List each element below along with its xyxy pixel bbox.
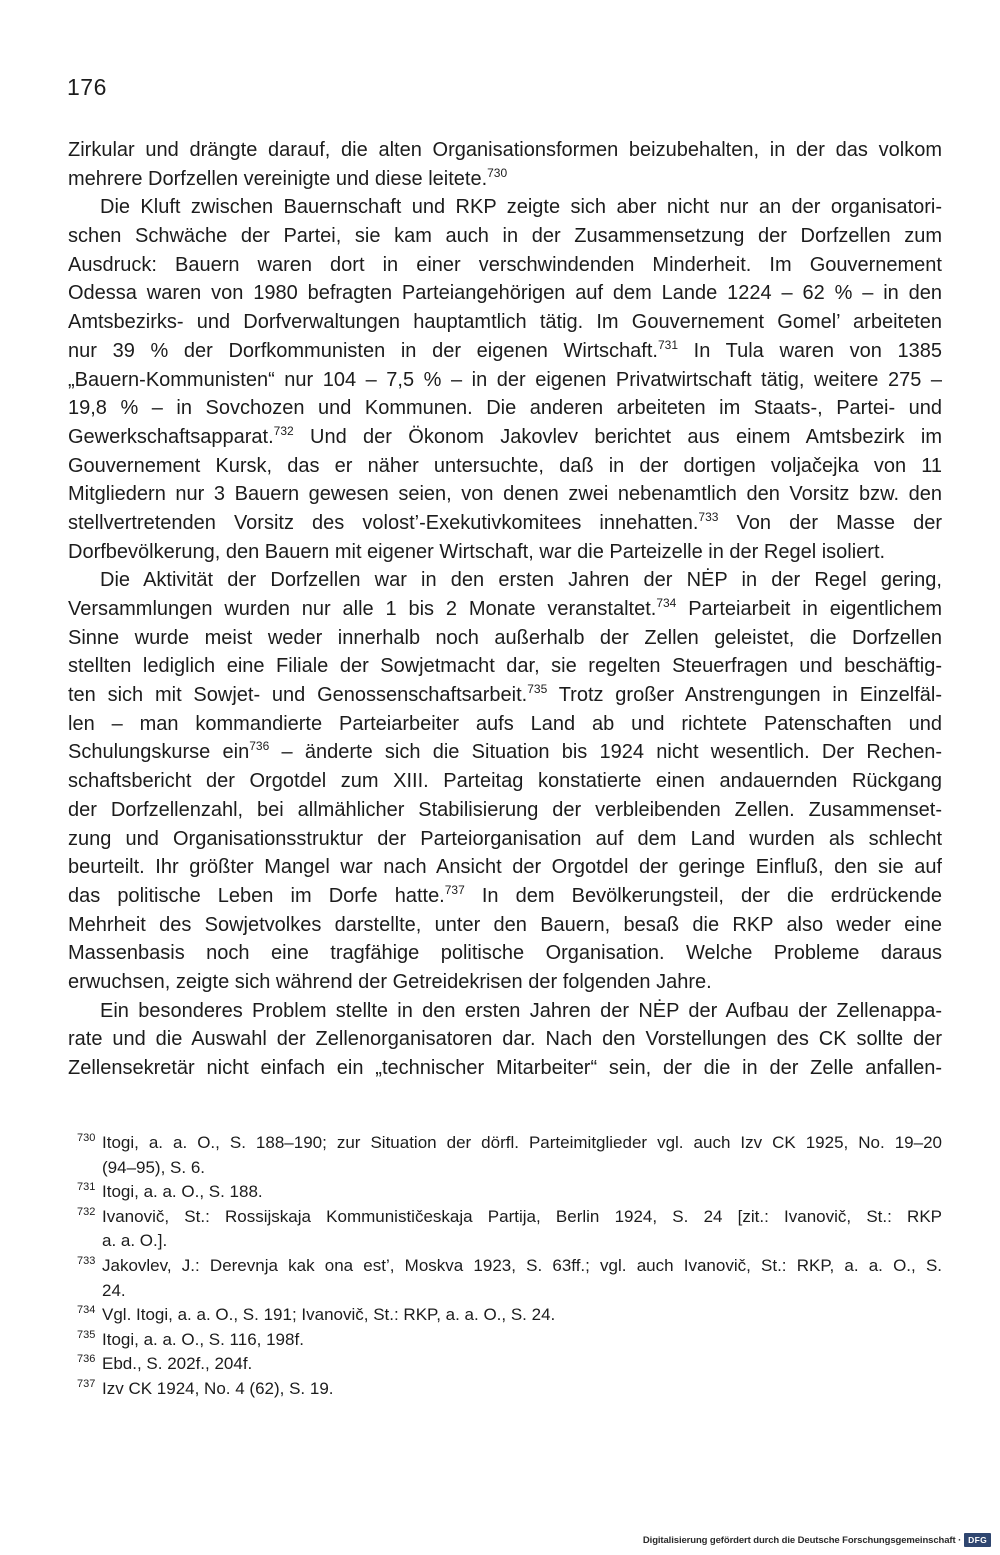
line-text: Und der Ökonom Jakovlev berichtet aus einem Amtsbezirk im: [293, 425, 942, 448]
line-text: 19,8 % – in Sovchozen und Kommunen. Die anderen arbeiteten im Staats-, Partei- und: [68, 397, 942, 420]
line-text: Dorfbevölkerung, den Bauern mit eigener Wirtschaft, war die Parteizelle in der Regel isoliert.: [68, 540, 886, 563]
body-line: [68, 796, 942, 825]
footnote-reference: 735: [527, 682, 548, 697]
body-line: [68, 308, 942, 337]
body-line: [68, 509, 942, 538]
footnote: [77, 1328, 942, 1353]
digitization-footer: [560, 1532, 991, 1548]
body-line: [68, 652, 942, 681]
line-text: Trotz großer Anstrengungen in Einzelfäl-: [547, 684, 942, 707]
body-line: [68, 710, 942, 739]
line-text: Gouvernement Kursk, das er näher untersuchte, daß in der dortigen voljačejka von 11: [68, 454, 942, 477]
line-text: Massenbasis noch eine tragfähige politische Organisation. Welche Probleme daraus: [68, 942, 942, 965]
paragraph: [68, 136, 942, 193]
body-line: [68, 279, 942, 308]
body-line: [68, 1025, 942, 1054]
line-text: der Dorfzellenzahl, bei allmählicher Stabilisierung der verbleibenden Zellen. Zusammenset-: [68, 798, 942, 821]
line-text: erwuchsen, zeigte sich während der Getreidekrisen der folgenden Jahre.: [68, 970, 712, 993]
footnote-line: Ebd., S. 202f., 204f.: [102, 1354, 253, 1374]
footnote-number: 733: [77, 1254, 96, 1267]
body-text: [68, 136, 942, 1083]
line-text: Mitgliedern nur 3 Bauern gewesen seien, von denen zwei nebenamtlich den Vorsitz bzw. den: [68, 483, 942, 506]
body-line: [68, 853, 942, 882]
footnote: [77, 1303, 942, 1328]
footnote-reference: 733: [698, 509, 719, 524]
line-text: Die Kluft zwischen Bauernschaft und RKP zeigte sich aber nicht nur an der organisatori-: [100, 196, 942, 219]
body-line: [68, 165, 942, 194]
line-text: Parteiarbeit in eigentlichem: [676, 598, 942, 620]
paragraph: [68, 193, 942, 566]
line-text: In dem Bevölkerungsteil, der die erdrückende: [464, 884, 942, 907]
line-text: zung und Organisationsstruktur der Parteiorganisation auf dem Land wurden als schlecht: [68, 827, 942, 850]
footer-credit: Digitalisierung gefördert durch die Deutsche Forschungsgemeinschaft ·: [642, 1534, 962, 1546]
line-text: stellten lediglich eine Filiale der Sowjetmacht dar, sie regelten Steuerfragen und beschäftig-: [68, 655, 942, 678]
footnote: [77, 1180, 942, 1205]
footnote-reference: 737: [444, 882, 465, 897]
line-text: schaftsbericht der Orgotdel zum XIII. Parteitag konstatierte einen andauernden Rückgang: [68, 770, 942, 793]
body-line: [68, 480, 942, 509]
footnote-number: 736: [77, 1353, 96, 1366]
body-line: [68, 136, 942, 165]
line-text: – änderte sich die Situation bis 1924 nicht wesentlich. Der Rechen-: [269, 741, 942, 764]
footnote-line: a. a. O.].: [102, 1231, 168, 1251]
line-text: Versammlungen wurden nur alle 1 bis 2 Monate veranstaltet.: [68, 598, 657, 620]
body-line: [68, 911, 942, 940]
line-text: schen Schwäche der Partei, sie kam auch in der Zusammensetzung der Dorfzellen zum: [68, 225, 942, 248]
line-text: Ein besonderes Problem stellte in den ersten Jahren der NĖP der Aufbau der Zellenappa-: [100, 999, 942, 1022]
footnotes: [77, 1131, 942, 1402]
footnote-number: 732: [77, 1205, 96, 1218]
footnote: [77, 1254, 942, 1303]
line-text: stellvertretenden Vorsitz des volost’-Exekutivkomitees innehatten.: [68, 511, 699, 534]
line-text: Amtsbezirks- und Dorfverwaltungen hauptamtlich tätig. Im Gouvernement Gomel’ arbeiteten: [68, 311, 942, 334]
line-text: Gewerkschaftsapparat.: [68, 425, 274, 448]
line-text: len – man kommandierte Parteiarbeiter aufs Land ab und richtete Patenschaften und: [68, 712, 942, 735]
body-line: [68, 882, 942, 911]
body-line: [68, 452, 942, 481]
body-line: [68, 997, 942, 1026]
line-text: das politische Leben im Dorfe hatte.: [68, 884, 445, 907]
body-line: [68, 366, 942, 395]
body-line: [68, 624, 942, 653]
body-line: [68, 968, 942, 997]
body-line: [68, 825, 942, 854]
footnote: [77, 1352, 942, 1377]
paragraph: [68, 997, 942, 1083]
body-line: [68, 193, 942, 222]
footnote-line: Ivanovič, St.: Rossijskaja Kommunističeskaja Partija, Berlin 1924, S. 24 [zit.: Ivanovič, St.: RKP: [102, 1206, 942, 1226]
line-text: Von der Masse der: [718, 511, 942, 534]
body-line: [68, 423, 942, 452]
body-line: [68, 566, 942, 595]
line-text: Sinne wurde meist weder innerhalb noch außerhalb der Zellen geleistet, die Dorfzellen: [68, 626, 942, 649]
line-text: Zirkular und drängte darauf, die alten Organisationsformen beizubehalten, in der das volkom: [68, 139, 942, 161]
footnote-number: 734: [77, 1304, 96, 1317]
body-line: [68, 595, 942, 624]
line-text: Mehrheit des Sowjetvolkes darstellte, unter den Bauern, besaß die RKP also weder eine: [68, 913, 942, 936]
footnote-number: 730: [77, 1132, 96, 1144]
body-line: [68, 939, 942, 968]
footnote-line: Itogi, a. a. O., S. 188–190; zur Situation der dörfl. Parteimitglieder vgl. auch Izv CK 1925, No. 19–20: [102, 1133, 942, 1152]
paragraph: [68, 566, 942, 996]
body-line: [68, 767, 942, 796]
line-text: ten sich mit Sowjet- und Genossenschaftsarbeit.: [68, 684, 528, 707]
footnote-reference: 732: [273, 423, 294, 438]
footnote-reference: 736: [249, 739, 270, 754]
footnote-line: Jakovlev, J.: Derevnja kak ona est’, Moskva 1923, S. 63ff.; vgl. auch Ivanovič, St.: RKP, a. a. O., S.: [102, 1255, 942, 1275]
footnote-line: (94–95), S. 6.: [102, 1157, 206, 1177]
footnote-line: Vgl. Itogi, a. a. O., S. 191; Ivanovič, St.: RKP, a. a. O., S. 24.: [102, 1305, 556, 1325]
line-text: Die Aktivität der Dorfzellen war in den ersten Jahren der NĖP in der Regel gering,: [100, 569, 942, 592]
footnote-line: 24.: [102, 1280, 126, 1300]
body-line: [68, 681, 942, 710]
line-text: In Tula waren von 1385: [678, 339, 942, 362]
line-text: mehrere Dorfzellen vereinigte und diese leitete.: [68, 167, 488, 190]
footnote: [77, 1131, 942, 1180]
footnote-line: Izv CK 1924, No. 4 (62), S. 19.: [102, 1378, 334, 1398]
footnote-reference: 731: [657, 337, 678, 352]
line-text: Schulungskurse ein: [68, 741, 250, 764]
body-line: [68, 337, 942, 366]
footnote: [77, 1377, 942, 1402]
line-text: „Bauern-Kommunisten“ nur 104 – 7,5 % – in der eigenen Privatwirtschaft tätig, weitere 275 –: [68, 368, 942, 391]
body-line: [68, 538, 942, 567]
line-text: beurteilt. Ihr größter Mangel war nach Ansicht der Orgotdel der geringe Einfluß, den sie auf: [68, 856, 942, 879]
line-text: Ausdruck: Bauern waren dort in einer verschwindenden Minderheit. Im Gouvernement: [68, 253, 942, 276]
body-line: [68, 251, 942, 280]
body-line: [68, 222, 942, 251]
body-line: [68, 1054, 942, 1083]
footnote-reference: 734: [656, 596, 677, 610]
line-text: Zellensekretär nicht einfach ein „technischer Mitarbeiter“ sein, der die in der Zelle anfallen-: [68, 1057, 942, 1079]
line-text: rate und die Auswahl der Zellenorganisatoren dar. Nach den Vorstellungen des CK sollte der: [68, 1028, 942, 1051]
page-number: 176: [67, 74, 107, 100]
footnote-number: 737: [77, 1377, 96, 1390]
body-line: [68, 394, 942, 423]
line-text: nur 39 % der Dorfkommunisten in der eigenen Wirtschaft.: [68, 339, 658, 362]
footnote: [77, 1205, 942, 1254]
footnote-number: 731: [77, 1181, 96, 1194]
footnote-number: 735: [77, 1328, 96, 1341]
footnote-reference: 730: [487, 165, 508, 180]
footnote-line: Itogi, a. a. O., S. 116, 198f.: [102, 1329, 304, 1349]
body-line: [68, 738, 942, 767]
line-text: Odessa waren von 1980 befragten Parteiangehörigen auf dem Lande 1224 – 62 % – in den: [68, 282, 942, 305]
dfg-logo-icon: DFG: [964, 1533, 991, 1547]
footnote-line: Itogi, a. a. O., S. 188.: [102, 1182, 263, 1202]
